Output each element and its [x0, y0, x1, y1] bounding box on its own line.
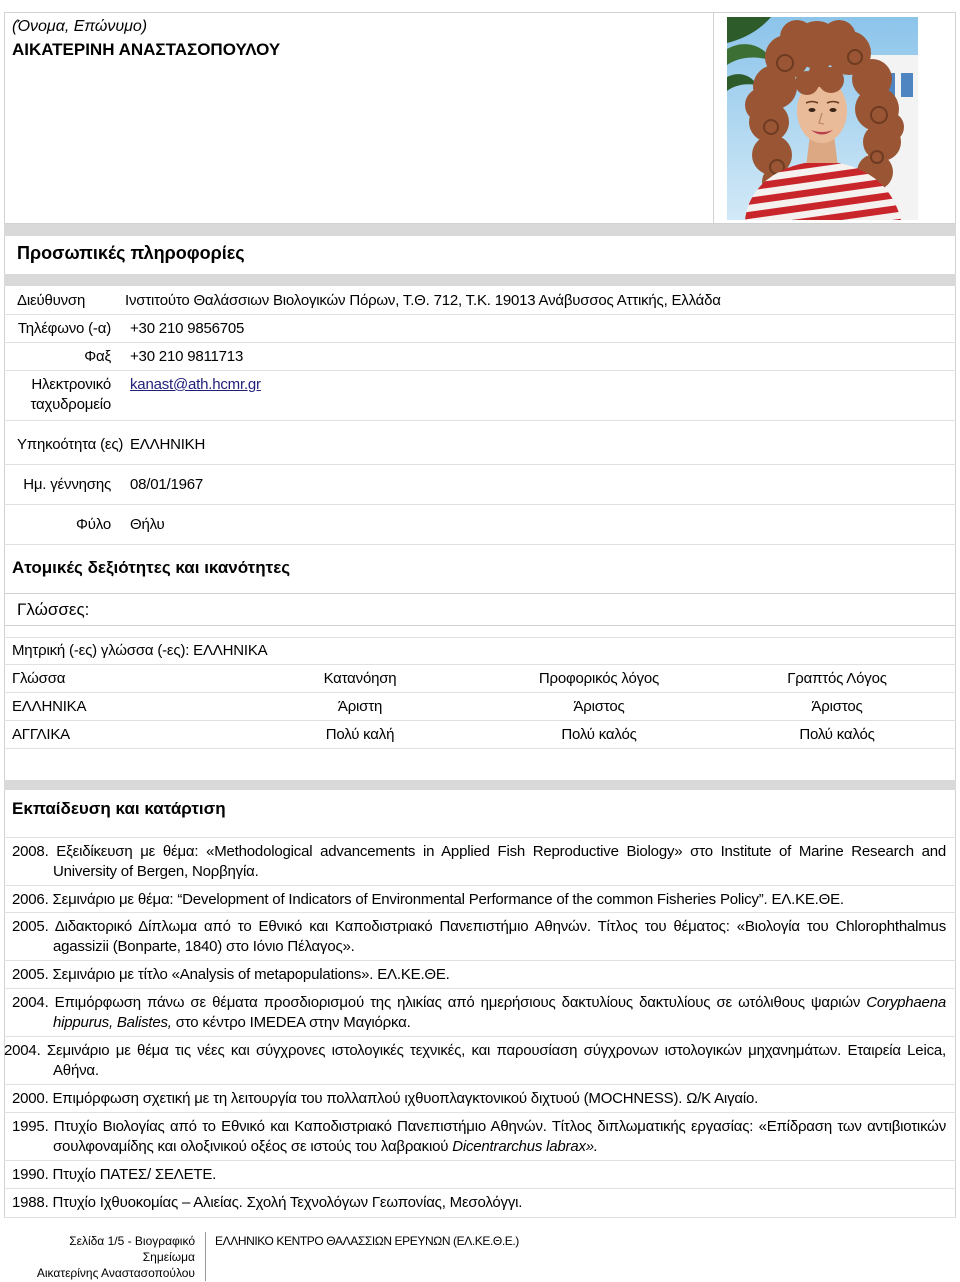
personal-section-title: Προσωπικές πληροφορίες [17, 243, 245, 263]
education-entry [4, 1085, 956, 1113]
table-cell: Πολύ καλός [561, 726, 637, 743]
education-entry-text [4, 1041, 946, 1081]
spacer-row [4, 626, 956, 638]
education-entry [4, 1037, 956, 1085]
table-header-cell: Προφορικός λόγος [538, 670, 660, 687]
education-entry-text [12, 842, 946, 882]
table-cell: ΕΛΛΗΝΙΚΑ [12, 698, 87, 715]
nationality-row [4, 421, 956, 465]
education-entry [4, 886, 956, 913]
mother-tongue-row [4, 638, 956, 665]
email-link[interactable]: kanast@ath.hcmr.gr [130, 376, 261, 393]
table-cell: Άριστη [337, 698, 383, 715]
phone-label: Τηλέφωνο (-α) [17, 320, 111, 337]
fax-row [4, 343, 956, 371]
entry-text: 2005. Σεμινάριο με τίτλο «Analysis of metapopulations». ΕΛ.ΚΕ.ΘΕ. [12, 966, 450, 983]
entry-text: 2008. Εξειδίκευση με θέμα: «Methodological advancements in Applied Fish Reproductive Biology» στο Institute of Marine Research and University of Bergen, Νορβηγία. [12, 843, 946, 880]
birth-date-row [4, 465, 956, 505]
mother-tongue: Μητρική (-ες) γλώσσα (-ες): ΕΛΛΗΝΙΚΑ [12, 642, 268, 659]
table-header-cell: Κατανόηση [323, 670, 397, 687]
fax-label: Φαξ [84, 348, 111, 365]
full-name: ΑΙΚΑΤΕΡΙΝΗ ΑΝΑΣΤΑΣΟΠΟΥΛΟΥ [12, 40, 281, 59]
education-entry-text [12, 993, 946, 1033]
table-cell: ΑΓΓΛΙΚΑ [12, 726, 70, 743]
entry-text: στο κέντρο IMEDEA στην Μαγιόρκα. [171, 1014, 411, 1031]
phone-row [4, 315, 956, 343]
education-entry-text [12, 917, 946, 957]
spacer-row [4, 749, 956, 780]
education-entry-text [12, 1117, 946, 1157]
entry-text: 2006. Σεμινάριο με θέμα: “Development of Indicators of Environmental Performance of the common Fisheries Policy”. ΕΛ.ΚΕ.ΘΕ. [12, 891, 844, 908]
table-cell: Άριστος [811, 698, 863, 715]
address-label: Διεύθυνση [17, 292, 86, 309]
education-section-title: Εκπαίδευση και κατάρτιση [12, 799, 226, 818]
species-names: Coryphaena hippurus, Balistes, [53, 994, 946, 1031]
entry-text: 2000. Επιμόρφωση σχετική με τη λειτουργία του πολλαπλού ιχθυοπλαγκτονικού διχτυού (MOCHNESS). Ω/Κ Αιγαίο. [12, 1090, 759, 1107]
personal-section-header [4, 236, 956, 274]
email-row [4, 371, 956, 421]
table-header-cell: Γραπτός Λόγος [787, 670, 887, 687]
education-section-header [4, 790, 956, 838]
entry-text: 2005. Διδακτορικό Δίπλωμα από το Εθνικό και Καποδιστριακό Πανεπιστήμιο Αθηνών. Τίτλος του θέματος: «Βιολογία του Chlorophthalmus agassizii (Bonparte, 1840) στο Ιόνιο Πέλαγος». [12, 918, 946, 955]
education-entry [4, 1161, 956, 1189]
education-entry [4, 1113, 956, 1161]
footer-page-label: Σελίδα 1/5 - Βιογραφικό [69, 1234, 195, 1248]
skills-section-header [4, 545, 956, 593]
gender-value: Θήλυ [130, 516, 165, 533]
section-band [4, 224, 956, 236]
gender-row [4, 505, 956, 545]
education-entry [4, 913, 956, 961]
education-entry [4, 989, 956, 1037]
education-entry-text [12, 1165, 946, 1185]
languages-heading-row [4, 593, 956, 626]
table-row [4, 693, 956, 721]
email-label: Ηλεκτρονικό ταχυδρομείο [30, 376, 111, 413]
education-entry-text [12, 965, 946, 985]
education-entry [4, 1189, 956, 1218]
table-row [4, 721, 956, 749]
table-cell: Άριστος [573, 698, 625, 715]
language-table-header [4, 665, 956, 693]
entry-text: 1990. Πτυχίο ΠΑΤΕΣ/ ΣΕΛΕΤΕ. [12, 1166, 217, 1183]
phone-value: +30 210 9856705 [130, 320, 245, 337]
education-entry [4, 961, 956, 989]
footer-page-label: Σημείωμα [142, 1250, 195, 1264]
entry-text: 1995. Πτυχίο Βιολογίας από το Εθνικό και Καποδιστριακό Πανεπιστήμιο Αθηνών. Τίτλος διπλωματικής εργασίας: «Επίδραση των αντιβιοτικών σουλφοναμίδης και ολοξινικού οξέος σε ιστούς του λαβρακιού [12, 1118, 946, 1155]
header-divider [713, 13, 714, 223]
gender-label: Φύλο [76, 516, 111, 533]
fax-value: +30 210 9811713 [130, 348, 244, 365]
education-entry-text [12, 1089, 946, 1109]
entry-text: 2004. Επιμόρφωση πάνω σε θέματα προσδιορισμού της ηλικίας από ημερήσιους δακτυλίους δακτυλίους σε ωτόλιθους ψαριών [12, 994, 867, 1011]
nationality-label: Υπηκοότητα (ες) [17, 436, 124, 453]
nationality-value: ΕΛΛΗΝΙΚΗ [130, 436, 206, 453]
education-entry [4, 838, 956, 886]
table-cell: Πολύ καλή [325, 726, 395, 743]
birth-date-label: Ημ. γέννησης [23, 476, 111, 493]
address-row [4, 286, 956, 315]
education-entry-text [12, 890, 946, 910]
address-value: Ινστιτούτο Θαλάσσιων Βιολογικών Πόρων, Τ.Θ. 712, Τ.Κ. 19013 Ανάβυσσος Αττικής, Ελλάδα [125, 292, 721, 309]
section-band [4, 274, 956, 286]
table-header-cell: Γλώσσα [12, 670, 66, 687]
section-band [4, 780, 956, 790]
footer-organization: ΕΛΛΗΝΙΚΟ ΚΕΝΤΡΟ ΘΑΛΑΣΣΙΩΝ ΕΡΕΥΝΩΝ (ΕΛ.ΚΕ.Θ.Ε.) [215, 1234, 519, 1248]
name-hint: (Όνομα, Επώνυμο) [12, 18, 148, 35]
languages-heading: Γλώσσες: [17, 600, 90, 619]
education-entry-text [12, 1193, 946, 1213]
birth-date-value: 08/01/1967 [130, 476, 204, 493]
skills-section-title: Ατομικές δεξιότητες και ικανότητες [12, 558, 291, 577]
footer-divider [205, 1232, 206, 1281]
entry-text: 2004. Σεμινάριο με θέμα τις νέες και σύγχρονες ιστολογικές τεχνικές, και παρουσίαση σύγχρονων ιστολογικών μηχανημάτων. Εταιρεία Leica, Αθήνα. [4, 1042, 946, 1079]
entry-text: 1988. Πτυχίο Ιχθυοκομίας – Αλιείας. Σχολή Τεχνολόγων Γεωπονίας, Μεσολόγγι. [12, 1194, 523, 1211]
footer-page-label: Αικατερίνης Αναστασοπούλου [36, 1266, 195, 1280]
table-cell: Πολύ καλός [799, 726, 875, 743]
profile-photo [727, 17, 918, 220]
species-names: Dicentrarchus labrax». [452, 1138, 598, 1155]
cv-header [4, 12, 956, 224]
